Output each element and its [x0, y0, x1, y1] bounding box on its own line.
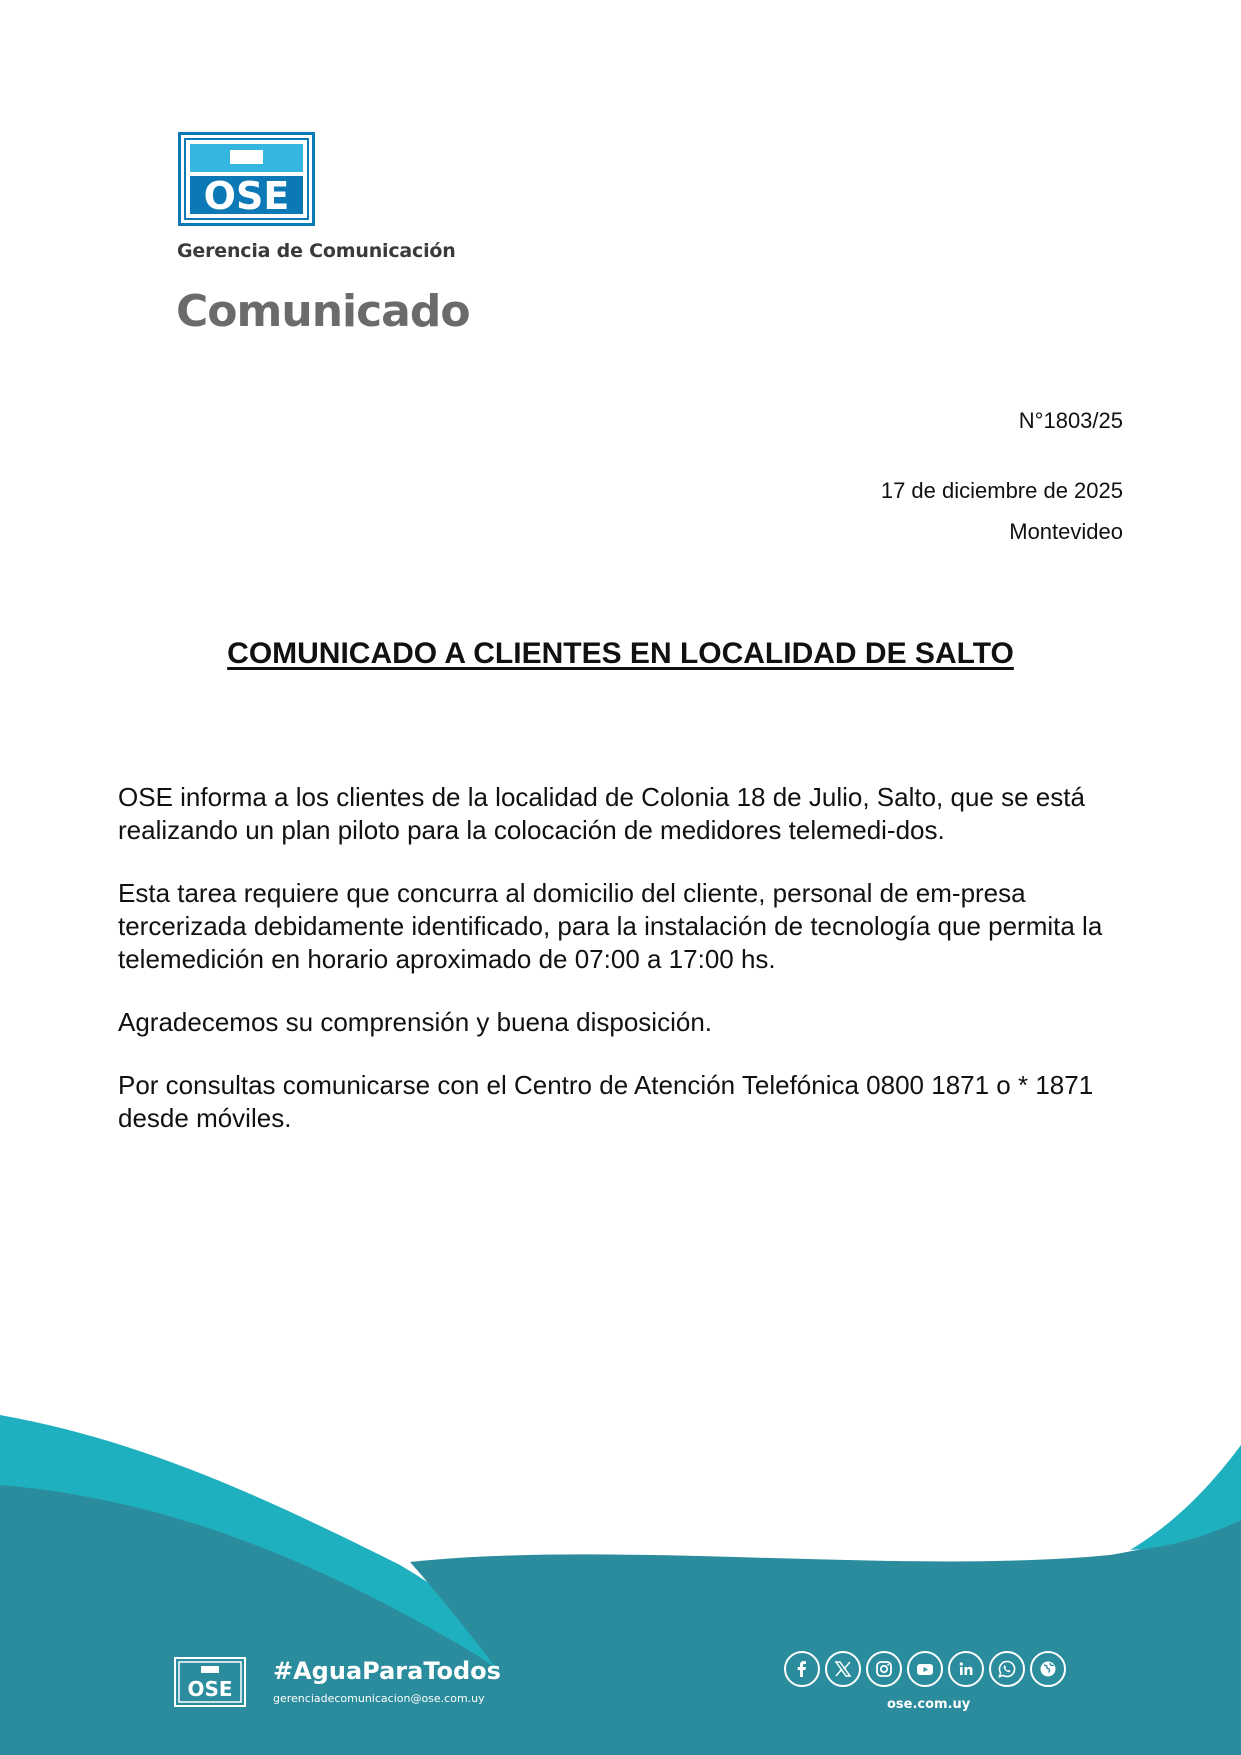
- linkedin-icon[interactable]: [948, 1651, 984, 1687]
- social-links: [784, 1651, 1066, 1687]
- facebook-icon[interactable]: [784, 1651, 820, 1687]
- globe-icon[interactable]: [1030, 1651, 1066, 1687]
- body-paragraph-2: Esta tarea requiere que concurra al domicilio del cliente, personal de em-presa tercerizada debidamente identificado, para la instalación de tecnología que permita la telemedición en horario aproximado de 07:00 a 17:00 hs.: [118, 878, 1103, 974]
- whatsapp-icon[interactable]: [989, 1651, 1025, 1687]
- issue-city: Montevideo: [1009, 519, 1123, 544]
- body-paragraph-1: OSE informa a los clientes de la localidad de Colonia 18 de Julio, Salto, que se está realizando un plan piloto para la colocación de medidores telemedi-dos.: [118, 782, 1085, 845]
- footer-ose-logo: [174, 1657, 246, 1707]
- footer-logo-text: OSE: [187, 1677, 233, 1701]
- department-name: Gerencia de Comunicación: [177, 240, 456, 262]
- document-title: COMUNICADO A CLIENTES EN LOCALIDAD DE SALTO: [227, 637, 1014, 670]
- document-type: Comunicado: [176, 286, 470, 337]
- x-icon[interactable]: [825, 1651, 861, 1687]
- communique-number: N°1803/25: [1018, 408, 1123, 433]
- issue-date: 17 de diciembre de 2025: [880, 478, 1123, 503]
- document-body: [118, 781, 1123, 1165]
- body-paragraph-3: Agradecemos su comprensión y buena disposición.: [118, 1007, 713, 1037]
- footer-email[interactable]: gerenciadecomunicacion@ose.com.uy: [273, 1692, 485, 1705]
- instagram-icon[interactable]: [866, 1651, 902, 1687]
- logo-text: OSE: [203, 174, 290, 218]
- youtube-icon[interactable]: [907, 1651, 943, 1687]
- footer-website[interactable]: ose.com.uy: [887, 1697, 971, 1712]
- body-paragraph-4: Por consultas comunicarse con el Centro de Atención Telefónica 0800 1871 o * 1871 desde móviles.: [118, 1070, 1094, 1133]
- footer-hashtag: #AguaParaTodos: [273, 1657, 501, 1685]
- ose-logo: [178, 132, 315, 226]
